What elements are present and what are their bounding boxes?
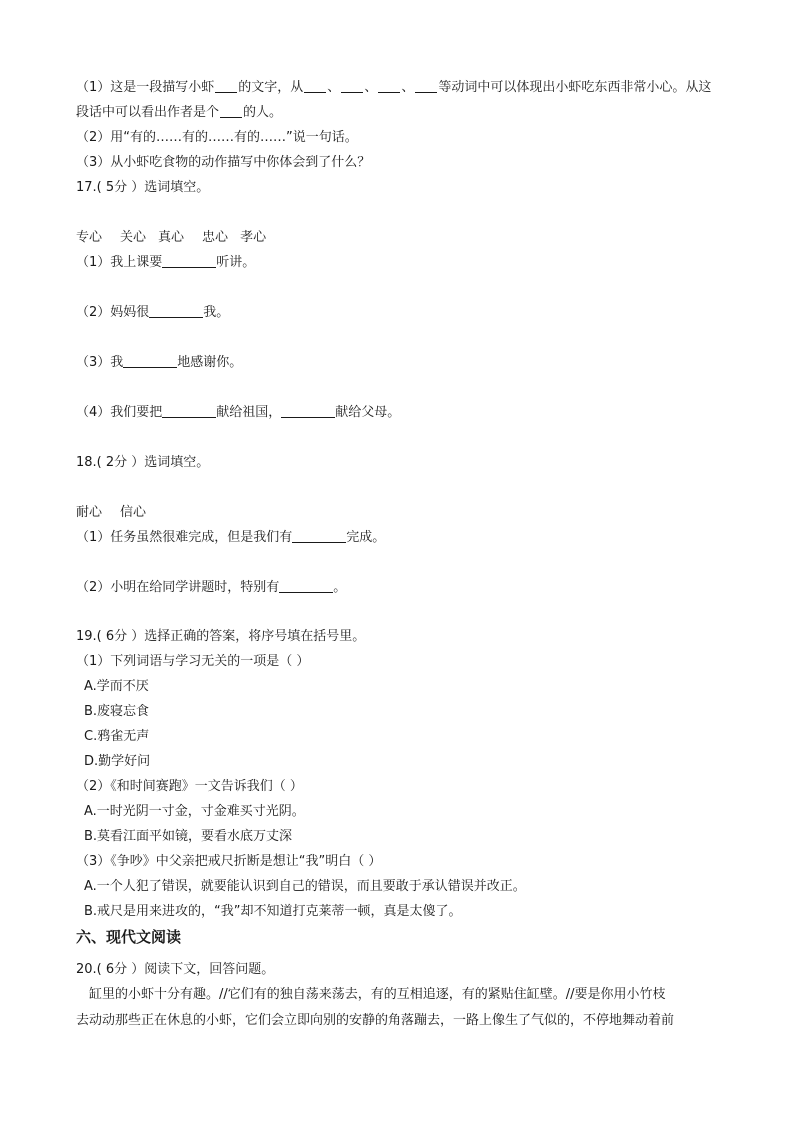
q18-header: 18.( 2分 ）选词填空。 bbox=[76, 455, 210, 470]
answer-blank[interactable] bbox=[149, 305, 203, 318]
word-option: 耐心 bbox=[76, 505, 103, 520]
q17-sentence-3: （3）我 地感谢你。 bbox=[76, 355, 243, 370]
word-option: 专心 bbox=[76, 230, 103, 245]
q20-passage-line-1: 缸里的小虾十分有趣。//它们有的独自荡来荡去，有的互相追逐，有的紧贴住缸壁。//要是你用小竹枝 bbox=[76, 987, 666, 1002]
q19-sub2-option-b: B.莫看江面平如镜，要看水底万丈深 bbox=[84, 829, 293, 844]
q16-sub1-line1: （1）这是一段描写小虾 的文字，从 、 、 、 等动词中可以体现出小虾吃东西非常小心。从这 bbox=[76, 80, 712, 95]
q17-sentence-1: （1）我上课要 听讲。 bbox=[76, 255, 256, 270]
q16-sub2: （2）用“有的……有的……有的……”说一句话。 bbox=[76, 130, 358, 145]
q16-sub1-line2: 段话中可以看出作者是个 的人。 bbox=[76, 105, 283, 120]
answer-blank[interactable] bbox=[220, 105, 242, 118]
word-option: 真心 bbox=[158, 230, 185, 245]
q19-sub1-option-c: C.鸦雀无声 bbox=[84, 729, 150, 744]
word-option: 关心 bbox=[120, 230, 147, 245]
answer-blank[interactable] bbox=[341, 80, 363, 93]
answer-blank[interactable] bbox=[162, 405, 216, 418]
q16-sub3: （3）从小虾吃食物的动作描写中你体会到了什么？ bbox=[76, 155, 371, 170]
word-option: 忠心 bbox=[202, 230, 229, 245]
answer-blank[interactable] bbox=[292, 530, 346, 543]
q19-sub1: （1）下列词语与学习无关的一项是（ ） bbox=[76, 654, 310, 669]
q19-sub1-option-d: D.勤学好问 bbox=[84, 754, 151, 769]
q19-sub3: （3）《争吵》中父亲把戒尺折断是想让“我”明白（ ） bbox=[76, 854, 382, 869]
q17-header: 17.( 5分 ）选词填空。 bbox=[76, 180, 210, 195]
answer-blank[interactable] bbox=[123, 355, 177, 368]
q19-sub1-option-b: B.废寝忘食 bbox=[84, 704, 150, 719]
answer-blank[interactable] bbox=[279, 580, 333, 593]
q18-word-bank bbox=[76, 504, 146, 522]
q19-header: 19.( 6分 ）选择正确的答案，将序号填在括号里。 bbox=[76, 629, 366, 644]
q20-header: 20.( 6分 ）阅读下文，回答问题。 bbox=[76, 962, 275, 977]
q17-word-bank bbox=[76, 229, 266, 247]
q19-sub2-option-a: A.一时光阴一寸金，寸金难买寸光阴。 bbox=[84, 804, 305, 819]
q19-sub3-option-a: A.一个人犯了错误，就要能认识到自己的错误，而且要敢于承认错误并改正。 bbox=[84, 879, 526, 894]
q19-sub2: （2）《和时间赛跑》一文告诉我们（ ） bbox=[76, 779, 303, 794]
answer-blank[interactable] bbox=[415, 80, 437, 93]
answer-blank[interactable] bbox=[215, 80, 237, 93]
word-option: 信心 bbox=[120, 505, 147, 520]
word-option: 孝心 bbox=[240, 230, 267, 245]
q17-sentence-2: （2）妈妈很 我。 bbox=[76, 305, 230, 320]
section-title: 六、现代文阅读 bbox=[76, 928, 182, 946]
answer-blank[interactable] bbox=[378, 80, 400, 93]
q18-sentence-1: （1）任务虽然很难完成，但是我们有 完成。 bbox=[76, 530, 386, 545]
answer-blank[interactable] bbox=[162, 255, 216, 268]
answer-blank[interactable] bbox=[281, 405, 335, 418]
q19-sub3-option-b: B.戒尺是用来进攻的，“我”却不知道打克莱蒂一顿，真是太傻了。 bbox=[84, 904, 462, 919]
q17-sentence-4: （4）我们要把 献给祖国， 献给父母。 bbox=[76, 405, 401, 420]
q18-sentence-2: （2）小明在给同学讲题时，特别有 。 bbox=[76, 580, 347, 595]
answer-blank[interactable] bbox=[304, 80, 326, 93]
q20-passage-line-2: 去动动那些正在休息的小虾，它们会立即向别的安静的角落蹦去，一路上像生了气似的，不停地舞动着前 bbox=[76, 1013, 675, 1028]
q19-sub1-option-a: A.学而不厌 bbox=[84, 679, 149, 694]
